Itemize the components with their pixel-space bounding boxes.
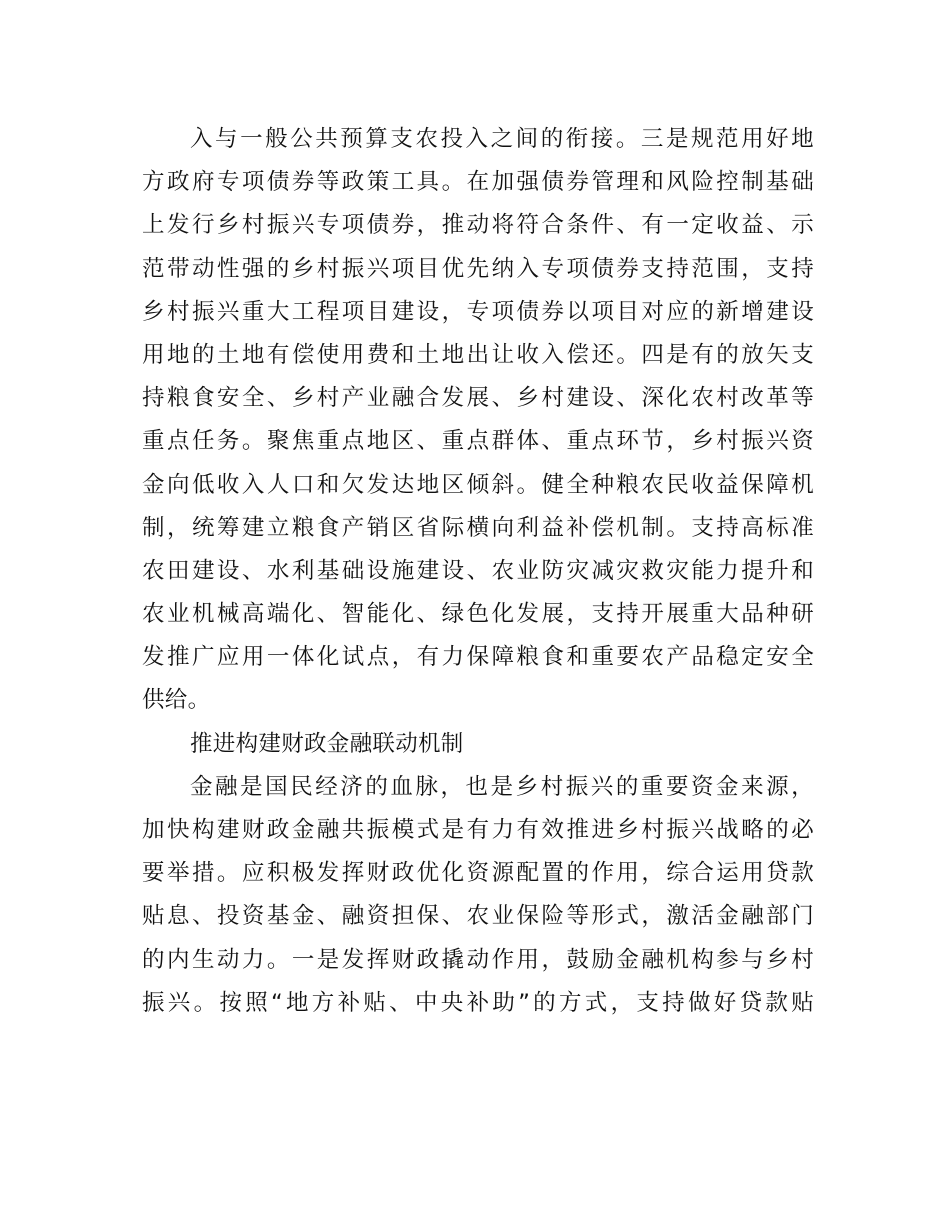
text-line: 持粮食安全、乡村产业融合发展、乡村建设、深化农村改革等 [142,385,814,412]
text-line: 用地的土地有偿使用费和土地出让收入偿还。四是有的放矢支 [142,341,814,368]
heading-text: 推进构建财政金融联动机制 [190,730,464,757]
text-line: 振兴。按照“地方补贴、中央补助”的方式，支持做好贷款贴 [142,989,814,1016]
text-line: 重点任务。聚焦重点地区、重点群体、重点环节，乡村振兴资 [142,428,814,455]
text-line: 上发行乡村振兴专项债券，推动将符合条件、有一定收益、示 [142,212,814,239]
text-line: 方政府专项债券等政策工具。在加强债券管理和风险控制基础 [142,169,814,196]
text-line: 乡村振兴重大工程项目建设，专项债券以项目对应的新增建设 [142,298,814,325]
text-line: 金融是国民经济的血脉，也是乡村振兴的重要资金来源， [190,773,814,800]
text-line: 入与一般公共预算支农投入之间的衔接。三是规范用好地 [190,126,814,152]
text-line: 贴息、投资基金、融资担保、农业保险等形式，激活金融部门 [142,903,814,930]
text-line: 农业机械高端化、智能化、绿色化发展，支持开展重大品种研 [142,601,814,628]
text-line: 制，统筹建立粮食产销区省际横向利益补偿机制。支持高标准 [142,514,814,541]
text-line: 加快构建财政金融共振模式是有力有效推进乡村振兴战略的必 [142,817,814,843]
paragraph-finance-linkage [142,766,814,1025]
section-heading [142,723,814,766]
paragraph-fiscal-support [142,118,814,723]
text-line: 的内生动力。一是发挥财政撬动作用，鼓励金融机构参与乡村 [142,946,814,973]
text-line: 要举措。应积极发挥财政优化资源配置的作用，综合运用贷款 [142,860,814,887]
text-line: 发推广应用一体化试点，有力保障粮食和重要农产品稳定安全 [142,644,814,671]
text-line: 金向低收入人口和欠发达地区倾斜。健全种粮农民收益保障机 [142,471,814,498]
text-line: 农田建设、水利基础设施建设、农业防灾减灾救灾能力提升和 [142,557,814,584]
text-line: 供给。 [142,687,211,714]
document-page [142,118,814,1025]
text-line: 范带动性强的乡村振兴项目优先纳入专项债券支持范围，支持 [142,255,814,282]
